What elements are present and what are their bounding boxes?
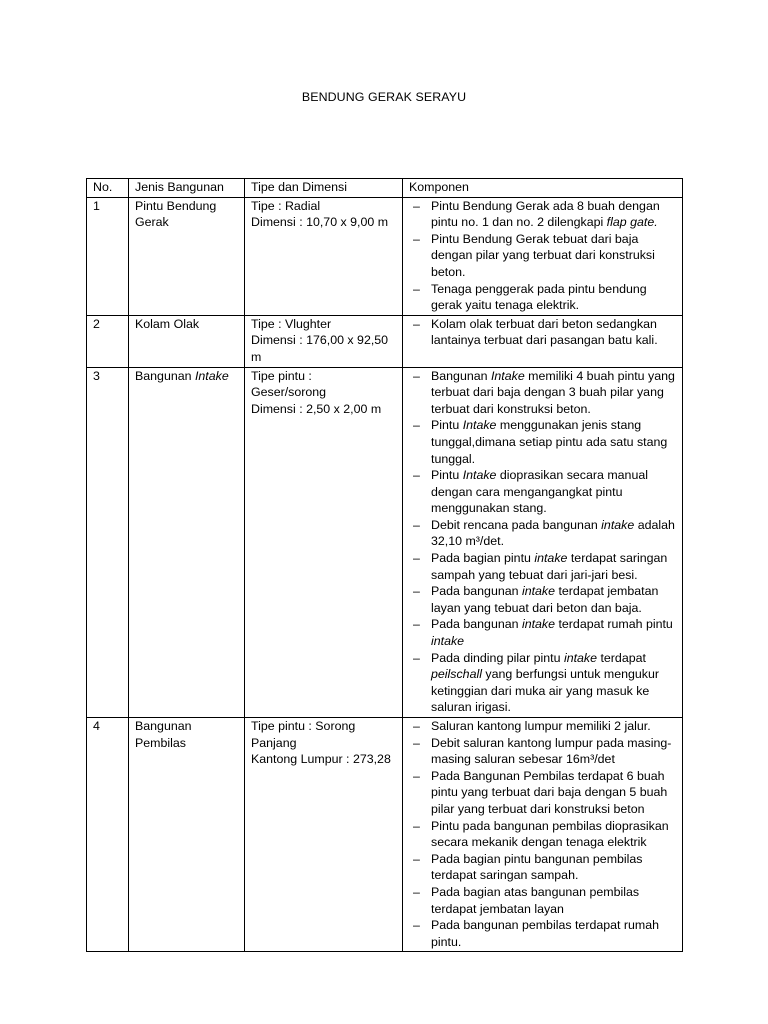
komponen-list [409,718,677,950]
komponen-item: – Pada bagian atas bangunan pembilas terdapat jembatan layan [409,884,677,917]
header-tipe-dimensi: Tipe dan Dimensi [245,179,403,198]
cell-jenis-bangunan-line: Bangunan Intake [135,368,229,383]
table-row [87,718,683,952]
cell-tipe-dimensi [245,367,403,717]
cell-tipe-dimensi-line: Tipe : Vlughter [251,316,332,331]
cell-jenis-bangunan-line: Pembilas [135,735,186,750]
cell-jenis-bangunan-line: Pintu Bendung [135,198,217,213]
komponen-item: – Pada bagian pintu bangunan pembilas terdapat saringan sampah. [409,851,677,884]
komponen-item: – Pada dinding pilar pintu intake terdapat peilschall yang berfungsi untuk mengukur ketinggian dari muka air yang masuk ke saluran irigasi. [409,650,677,716]
cell-komponen [403,367,683,717]
cell-tipe-dimensi-line: Panjang [251,735,297,750]
komponen-item: – Pintu Intake dioprasikan secara manual dengan cara mengangangkat pintu menggunakan stang. [409,467,677,517]
cell-tipe-dimensi-line: Tipe pintu : Sorong [251,719,356,733]
cell-tipe-dimensi-line: Dimensi : 2,50 x 2,00 m [251,401,382,416]
cell-tipe-dimensi-line: Geser/sorong [251,385,327,400]
komponen-item: – Saluran kantong lumpur memiliki 2 jalur. [409,718,677,735]
cell-jenis-bangunan-line: Bangunan [135,719,192,733]
header-komponen: Komponen [403,179,683,198]
komponen-item: – Debit rencana pada bangunan intake adalah 32,10 m³/det. [409,517,677,550]
komponen-item: – Tenaga penggerak pada pintu bendung gerak yaitu tenaga elektrik. [409,281,677,314]
cell-tipe-dimensi [245,315,403,367]
cell-tipe-dimensi [245,718,403,952]
cell-jenis-bangunan-line: Kolam Olak [135,316,200,331]
header-jenis-bangunan: Jenis Bangunan [129,179,245,198]
cell-komponen [403,315,683,367]
cell-no: 4 [87,718,129,952]
komponen-item: – Pada Bangunan Pembilas terdapat 6 buah pintu yang terbuat dari baja dengan 5 buah pilar yang terbuat dari konstruksi beton [409,768,677,818]
cell-komponen [403,197,683,315]
cell-tipe-dimensi-line: Tipe pintu : [251,368,312,383]
komponen-list [409,316,677,349]
table-row [87,315,683,367]
component-table [86,178,683,952]
cell-no: 2 [87,315,129,367]
komponen-item: – Pintu pada bangunan pembilas dioprasikan secara mekanik dengan tenaga elektrik [409,818,677,851]
cell-tipe-dimensi-line: Dimensi : 176,00 x 92,50 [251,333,389,348]
komponen-item: – Pintu Intake menggunakan jenis stang tunggal,dimana setiap pintu ada satu stang tunggal. [409,417,677,467]
cell-jenis-bangunan [129,367,245,717]
cell-tipe-dimensi [245,197,403,315]
page-title: BENDUNG GERAK SERAYU [301,90,467,104]
cell-tipe-dimensi-line: Dimensi : 10,70 x 9,00 m [251,215,389,230]
cell-jenis-bangunan [129,197,245,315]
komponen-item: – Pada bangunan pembilas terdapat rumah pintu. [409,917,677,950]
cell-komponen [403,718,683,952]
cell-jenis-bangunan [129,718,245,952]
komponen-item: – Pada bagian pintu intake terdapat saringan sampah yang tebuat dari jari-jari besi. [409,550,677,583]
cell-tipe-dimensi-line: Tipe : Radial [251,198,321,213]
komponen-item: – Bangunan Intake memiliki 4 buah pintu yang terbuat dari baja dengan 3 buah pilar yang terbuat dari konstruksi beton. [409,368,677,418]
komponen-list [409,198,677,314]
cell-jenis-bangunan-line: Gerak [135,215,169,230]
komponen-item: – Pada bangunan intake terdapat jembatan layan yang tebuat dari beton dan baja. [409,583,677,616]
komponen-list [409,368,677,716]
table-row [87,197,683,315]
cell-tipe-dimensi-line: m [251,349,262,364]
cell-no: 3 [87,367,129,717]
table-row [87,367,683,717]
header-no: No. [87,179,129,198]
komponen-item: – Debit saluran kantong lumpur pada masing-masing saluran sebesar 16m³/det [409,735,677,768]
komponen-item: – Pada bangunan intake terdapat rumah pintu intake [409,616,677,649]
komponen-item: – Kolam olak terbuat dari beton sedangkan lantainya terbuat dari pasangan batu kali. [409,316,677,349]
table-header-row [87,179,683,198]
cell-jenis-bangunan [129,315,245,367]
cell-no: 1 [87,197,129,315]
cell-tipe-dimensi-line: Kantong Lumpur : 273,28 [251,752,391,767]
komponen-item: – Pintu Bendung Gerak tebuat dari baja dengan pilar yang terbuat dari konstruksi beton. [409,231,677,281]
komponen-item: – Pintu Bendung Gerak ada 8 buah dengan pintu no. 1 dan no. 2 dilengkapi flap gate. [409,198,677,231]
